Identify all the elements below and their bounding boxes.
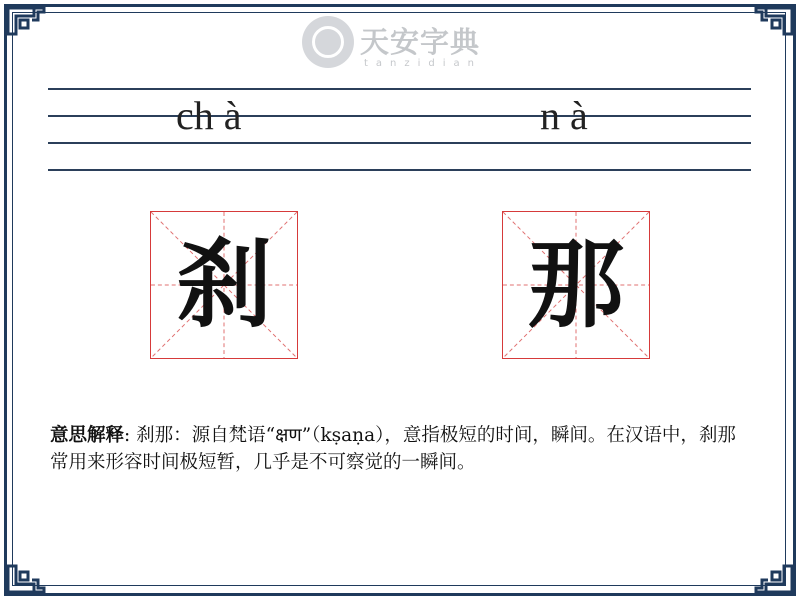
pinyin-rule-line	[48, 142, 751, 144]
meaning-text: 刹那：源自梵语“क्षण”（kṣaṇa），意指极短的时间，瞬间。在汉语中，刹那常用来形容时间极短暂，几乎是不可察觉的一瞬间。	[50, 425, 736, 473]
inner-frame	[12, 12, 786, 586]
character-2: 那	[528, 229, 624, 341]
site-logo	[302, 14, 502, 72]
corner-ornament-icon	[752, 4, 796, 48]
pinyin-syllable-1: ch à	[176, 93, 242, 138]
meaning-label: 意思解释	[50, 425, 125, 446]
logo-name: 天安字典	[360, 25, 481, 59]
pinyin-rule-line	[48, 169, 751, 171]
pinyin-syllable-2: n à	[540, 93, 588, 138]
pinyin-rule-line	[48, 88, 751, 90]
corner-ornament-icon	[752, 552, 796, 596]
meaning-colon: :	[124, 425, 137, 446]
corner-ornament-icon	[4, 4, 48, 48]
corner-ornament-icon	[4, 552, 48, 596]
character-1: 刹	[176, 229, 272, 341]
logo-emblem-icon	[302, 16, 354, 68]
pinyin-rule-line	[48, 115, 751, 117]
tian-grid-box-2	[502, 211, 650, 359]
logo-subtitle: tanzidian	[364, 58, 483, 69]
meaning-paragraph	[50, 422, 750, 476]
tian-grid-box-1	[150, 211, 298, 359]
